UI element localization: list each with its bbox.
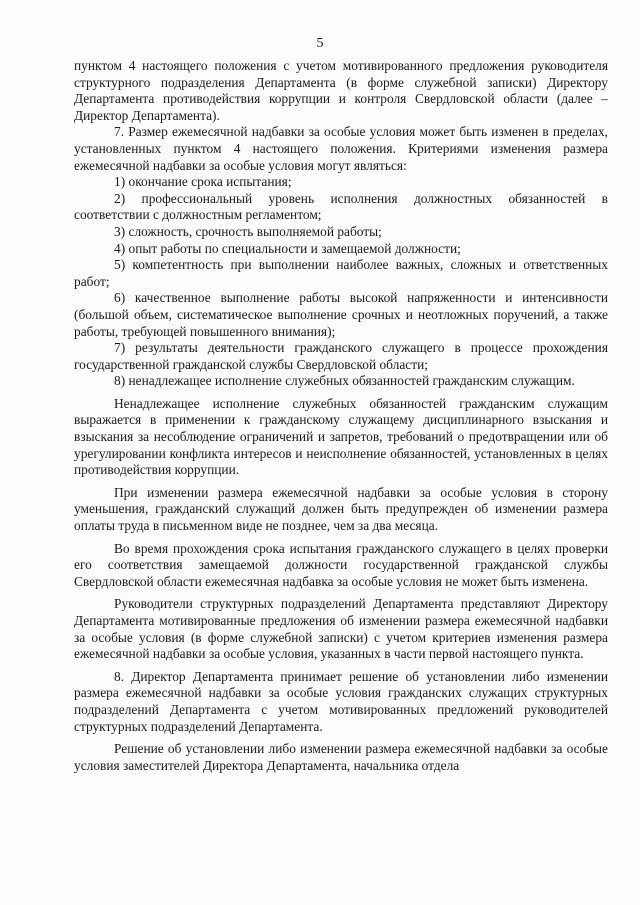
paragraph: 6) качественное выполнение работы высокой напряженности и интенсивности (большой объем, систематическое выполнение срочных и неотложных поручений, а также работы, требующей повышенного внимания); [74, 290, 608, 339]
paragraph: Руководители структурных подразделений Департамента представляют Директору Департамента мотивированные предложения об изменении размера ежемесячной надбавки за особые условия (в форме служебной записки) с учетом критериев изменения размера ежемесячной надбавки за особые условия, указанных в части первой настоящего пункта. [74, 596, 608, 662]
paragraph: При изменении размера ежемесячной надбавки за особые условия в сторону уменьшения, гражданский служащий должен быть предупрежден об изменении размера оплаты труда в письменном виде не позднее, чем за два месяца. [74, 484, 608, 534]
paragraph: Решение об установлении либо изменении размера ежемесячной надбавки за особые условия заместителей Директора Департамента, начальника отдела [74, 741, 608, 773]
paragraph: 2) профессиональный уровень исполнения должностных обязанностей в соответствии с должностным регламентом; [74, 190, 608, 223]
paragraph: 3) сложность, срочность выполняемой работы; [114, 223, 382, 239]
paragraph: 5) компетентность при выполнении наиболее важных, сложных и ответственных работ; [74, 257, 608, 289]
document-body [74, 58, 608, 774]
paragraph: 7. Размер ежемесячной надбавки за особые условия может быть изменен в пределах, установленных пунктом 4 настоящего положения. Критериями изменения размера ежемесячной надбавки за особые условия могут являться: [74, 124, 608, 173]
paragraph: 8. Директор Департамента принимает решение об установлении либо изменении размера ежемесячной надбавки за особые условия гражданских служащих структурных подразделений Департамента с учетом мотивированных предложений руководителей структурных подразделений Департамента. [74, 668, 608, 734]
paragraph: 8) ненадлежащее исполнение служебных обязанностей гражданским служащим. [114, 373, 575, 389]
paragraph: 4) опыт работы по специальности и замещаемой должности; [114, 240, 461, 256]
paragraph: 1) окончание срока испытания; [114, 174, 292, 190]
paragraph: Ненадлежащее исполнение служебных обязанностей гражданским служащим выражается в применении к гражданскому служащему дисциплинарного взыскания и взыскания за несоблюдение ограничений и запретов, требований о предотвращении или об урегулировании конфликта интересов и неисполнение обязанностей, установленных в целях противодействия коррупции. [74, 395, 608, 478]
paragraph: Во время прохождения срока испытания гражданского служащего в целях проверки его соответствия замещаемой должности государственной гражданской службы Свердловской области ежемесячная надбавка за особые условия не может быть изменена. [74, 540, 608, 589]
page-number: 5 [316, 36, 324, 51]
paragraph: 7) результаты деятельности гражданского служащего в процессе прохождения государственной гражданской службы Свердловской области; [74, 340, 608, 372]
paragraph: пунктом 4 настоящего положения с учетом мотивированного предложения руководителя структурного подразделения Департамента (в форме служебной записки) Директору Департамента противодействия коррупции и контроля Свердловской области (далее – Директор Департамента). [74, 58, 608, 123]
